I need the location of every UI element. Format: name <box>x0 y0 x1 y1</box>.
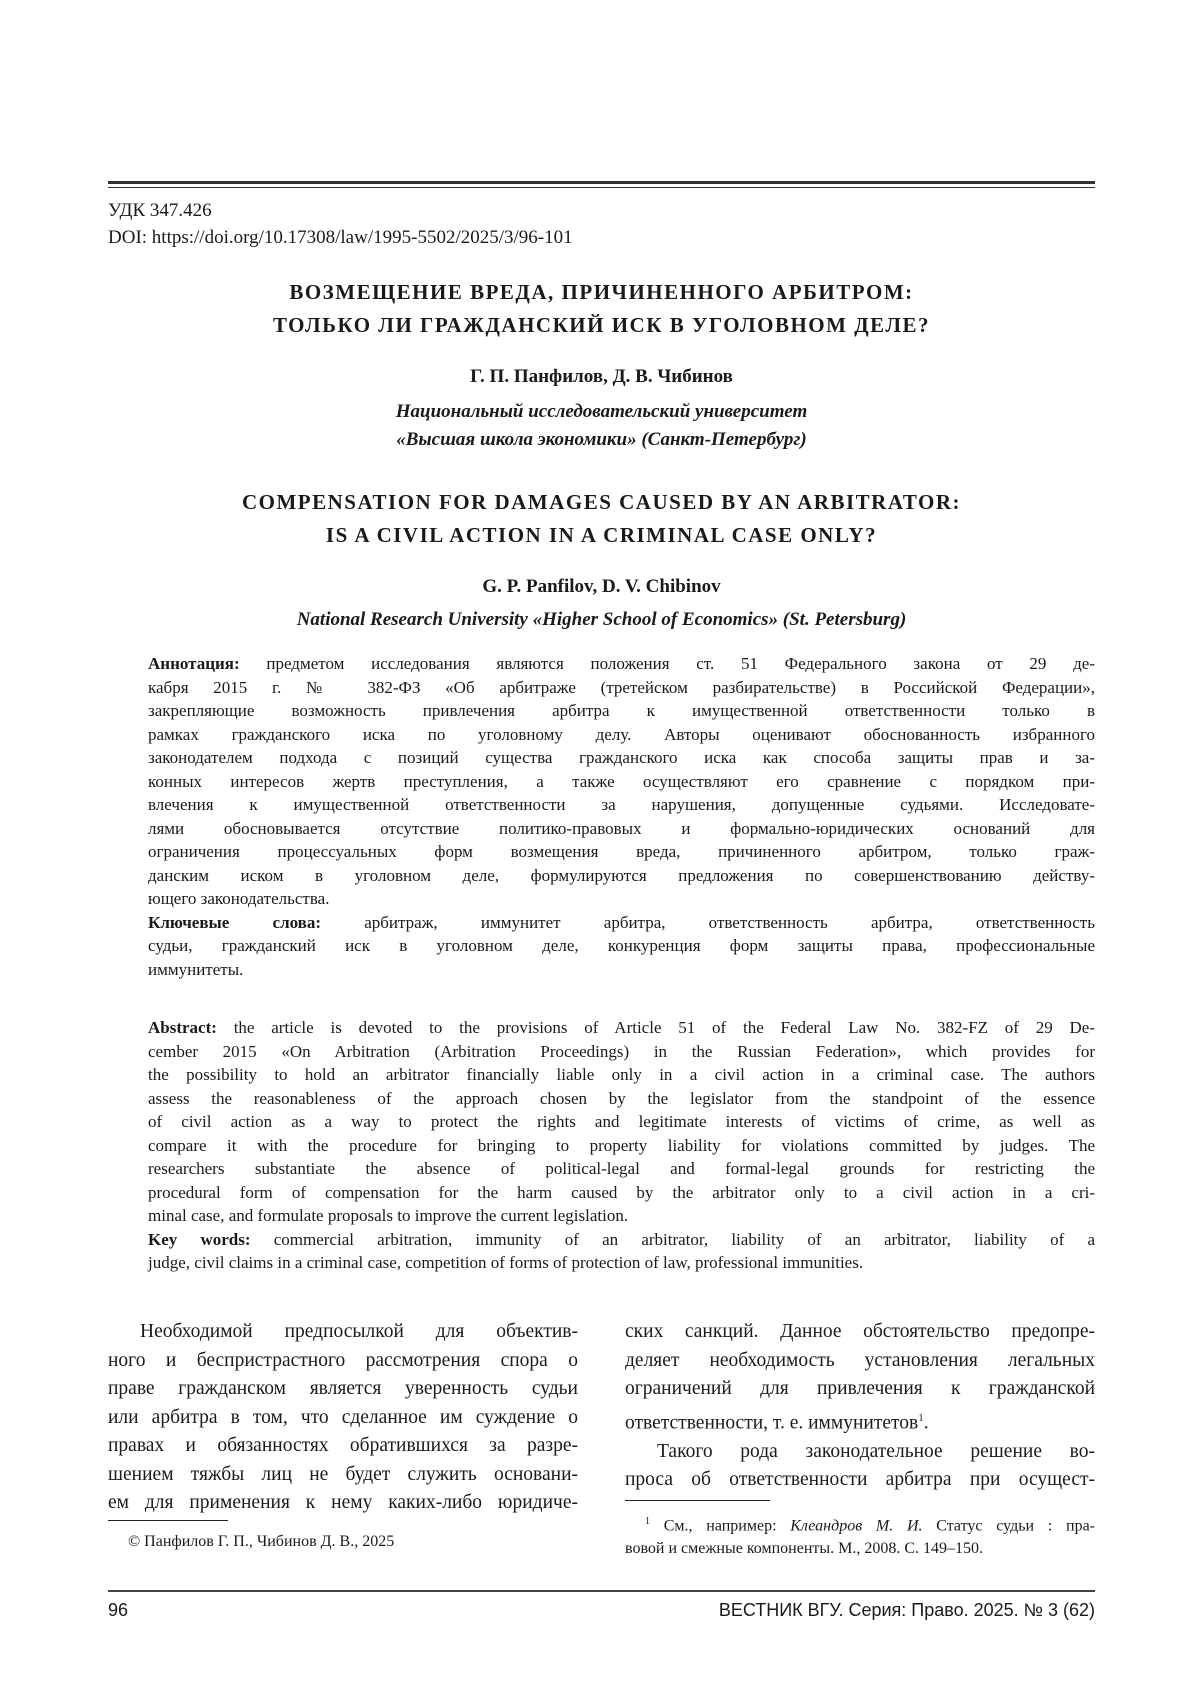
abstract-label: Abstract: <box>148 1018 217 1037</box>
text-line: предметом исследования являются положения ст. 51 Федерального закона от 29 де- <box>240 654 1095 673</box>
body-column-left <box>108 1318 578 1518</box>
text-line: правах и обязанностях обратившихся за разре- <box>108 1432 578 1461</box>
body-column-right <box>625 1318 1095 1495</box>
footnote-author: Клеандров М. И. <box>790 1517 922 1534</box>
doi-link[interactable]: DOI: https://doi.org/10.17308/law/1995-5502/2025/3/96-101 <box>108 224 573 251</box>
text-line: закрепляющие возможность привлечения арбитра к имущественной ответственности только в <box>148 699 1095 723</box>
text-line: of civil action as a way to protect the rights and legitimate interests of victims of crime, as well as <box>148 1110 1095 1134</box>
title-ru-line: ВОЗМЕЩЕНИЕ ВРЕДА, ПРИЧИНЕННОГО АРБИТРОМ: <box>108 276 1095 309</box>
text-line: шением тяжбы лиц не будет служить основани- <box>108 1461 578 1490</box>
keywords-en-label: Key words: <box>148 1230 251 1249</box>
title-en-line: IS A CIVIL ACTION IN A CRIMINAL CASE ONLY? <box>108 519 1095 552</box>
footnote-text: См., например: <box>650 1517 790 1534</box>
authors-en: G. P. Panfilov, D. V. Chibinov <box>108 576 1095 598</box>
text-line: researchers substantiate the absence of political-legal and formal-legal grounds for restricting the <box>148 1157 1095 1181</box>
text-line: assess the reasonableness of the approach chosen by the legislator from the standpoint of the essence <box>148 1087 1095 1111</box>
text-line: the possibility to hold an arbitrator financially liable only in a civil action in a criminal case. The authors <box>148 1063 1095 1087</box>
text-line: procedural form of compensation for the harm caused by the arbitrator only to a civil action in a cri- <box>148 1181 1095 1205</box>
footnote-ref[interactable]: 1 <box>918 1412 924 1424</box>
text-line: проса об ответственности арбитра при осущест- <box>625 1466 1095 1495</box>
title-ru <box>108 276 1095 342</box>
text-line: the article is devoted to the provisions of Article 51 of the Federal Law No. 382-FZ of 29 De- <box>217 1018 1095 1037</box>
text-line: ограничения процессуальных форм возмещения вреда, причиненного арбитром, только граж- <box>148 840 1095 864</box>
footnote-rule <box>108 1520 228 1521</box>
copyright: © Панфилов Г. П., Чибинов Д. В., 2025 <box>128 1530 394 1553</box>
text-line: ного и беспристрастного рассмотрения спора о <box>108 1347 578 1376</box>
text-line: ограничений для привлечения к гражданской <box>625 1375 1095 1404</box>
affiliation-line: «Высшая школа экономики» (Санкт-Петербург) <box>108 426 1095 454</box>
footnote-1 <box>625 1510 1095 1560</box>
footer-rule <box>108 1590 1095 1592</box>
affiliation-ru <box>108 398 1095 454</box>
authors-ru: Г. П. Панфилов, Д. В. Чибинов <box>108 366 1095 388</box>
text-line: данским иском в уголовном деле, формулируются предложения по совершенствованию действу- <box>148 864 1095 888</box>
journal-name: ВЕСТНИК ВГУ. Серия: Право. 2025. № 3 (62) <box>719 1600 1095 1621</box>
page-number: 96 <box>108 1600 128 1621</box>
annotation-label: Аннотация: <box>148 654 240 673</box>
text-line: или арбитра в том, что сделанное им суждение о <box>108 1404 578 1433</box>
text-line: иммунитеты. <box>148 958 1095 982</box>
text-line: ем для применения к нему каких-либо юридиче- <box>108 1489 578 1518</box>
text-line: кабря 2015 г. № 382-ФЗ «Об арбитраже (третейском разбирательстве) в Российской Федерации», <box>148 676 1095 700</box>
footnote-text: Статус судьи : пра- <box>923 1517 1096 1534</box>
text-line: Такого рода законодательное решение во- <box>625 1438 1095 1467</box>
text-line: конных интересов жертв преступления, а также осуществляют его сравнение с порядком при- <box>148 770 1095 794</box>
text-line: ответственности, т. е. иммунитетов <box>625 1412 918 1433</box>
text-line: деляет необходимость установления легальных <box>625 1347 1095 1376</box>
text-punct: . <box>924 1412 929 1433</box>
text-line: ющего законодательства. <box>148 887 1095 911</box>
footnote-rule <box>625 1500 770 1501</box>
text-line: влечения к имущественной ответственности за нарушения, допущенные судьями. Исследовате- <box>148 793 1095 817</box>
title-en <box>108 486 1095 552</box>
header-rule <box>108 181 1095 188</box>
title-en-line: COMPENSATION FOR DAMAGES CAUSED BY AN ARBITRATOR: <box>108 486 1095 519</box>
text-line: judge, civil claims in a criminal case, competition of forms of protection of law, professional immunities. <box>148 1251 1095 1275</box>
footnote-text: вовой и смежные компоненты. М., 2008. С. 149–150. <box>625 1537 1095 1560</box>
text-line: рамках гражданского иска по уголовному делу. Авторы оценивают обоснованность избранного <box>148 723 1095 747</box>
udc-code: УДК 347.426 <box>108 197 212 224</box>
text-line: ских санкций. Данное обстоятельство предопре- <box>625 1318 1095 1347</box>
text-line: minal case, and formulate proposals to improve the current legislation. <box>148 1204 1095 1228</box>
text-line: законодателем подхода с позиций существа гражданского иска как способа защиты прав и за- <box>148 746 1095 770</box>
text-line: compare it with the procedure for bringing to property liability for violations committed by judges. The <box>148 1134 1095 1158</box>
abstract-en <box>148 1016 1095 1275</box>
text-line: судьи, гражданский иск в уголовном деле, конкуренция форм защиты права, профессиональные <box>148 934 1095 958</box>
affiliation-line: Национальный исследовательский университет <box>108 398 1095 426</box>
affiliation-en: National Research University «Higher School of Economics» (St. Petersburg) <box>108 606 1095 634</box>
footnote-mark: 1 <box>645 1516 650 1527</box>
text-line: commercial arbitration, immunity of an arbitrator, liability of an arbitrator, liability of a <box>251 1230 1095 1249</box>
text-line: арбитраж, иммунитет арбитра, ответственность арбитра, ответственность <box>321 913 1095 932</box>
annotation-ru <box>148 652 1095 981</box>
text-line: праве гражданском является уверенность судьи <box>108 1375 578 1404</box>
keywords-ru-label: Ключевые слова: <box>148 913 321 932</box>
text-line: Необходимой предпосылкой для объектив- <box>108 1318 578 1347</box>
text-line: лями обосновывается отсутствие политико-правовых и формально-юридических оснований для <box>148 817 1095 841</box>
text-line: cember 2015 «On Arbitration (Arbitration Proceedings) in the Russian Federation», which provides for <box>148 1040 1095 1064</box>
title-ru-line: ТОЛЬКО ЛИ ГРАЖДАНСКИЙ ИСК В УГОЛОВНОМ ДЕЛЕ? <box>108 309 1095 342</box>
